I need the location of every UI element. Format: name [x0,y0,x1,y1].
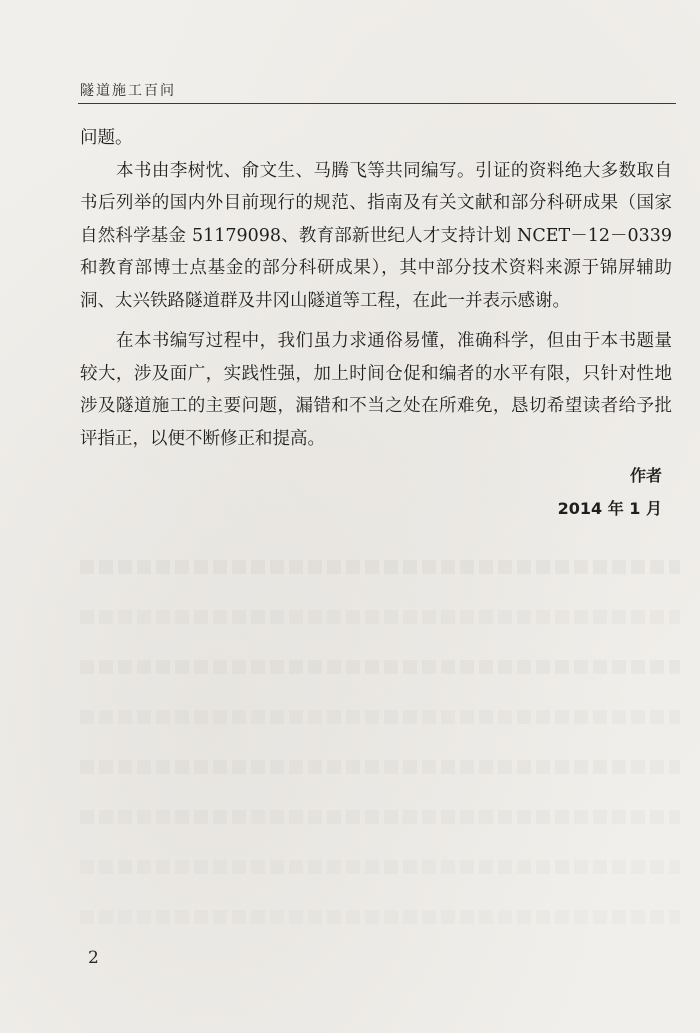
show-through-line [80,760,680,774]
main-text [80,122,672,455]
show-through-line [80,610,680,624]
running-head: 隧道施工百问 [80,83,176,99]
signature-date: 2014 年 1 月 [557,499,662,518]
show-through-line [80,860,680,874]
show-through-line [80,560,680,574]
show-through-line [80,710,680,724]
signature-author: 作者 [629,466,662,485]
paragraph-acknowledgement: 本书由李树忱、俞文生、马腾飞等共同编写。引证的资料绝大多数取自书后列举的国内外目前现行的规范、指南及有关文献和部分科研成果（国家自然科学基金 51179098、教育部新世纪人才支持计划 NCET－12－0339 和教育部博士点基金的部分科研成果），其中部分技术资料来源于锦屏辅助洞、太兴铁路隧道群及井冈山隧道等工程，在此一并表示感谢。 [80,160,672,311]
show-through-line [80,660,680,674]
paragraph-apology: 在本书编写过程中，我们虽力求通俗易懂，准确科学，但由于本书题量较大，涉及面广，实践性强，加上时间仓促和编者的水平有限，只针对性地涉及隧道施工的主要问题，漏错和不当之处在所难免，恳切希望读者给予批评指正，以便不断修正和提高。 [80,331,672,449]
show-through-line [80,810,680,824]
paragraph-continuation: 问题。 [80,128,133,148]
header-rule [78,103,676,104]
show-through-line [80,910,680,924]
page-number: 2 [88,948,99,968]
